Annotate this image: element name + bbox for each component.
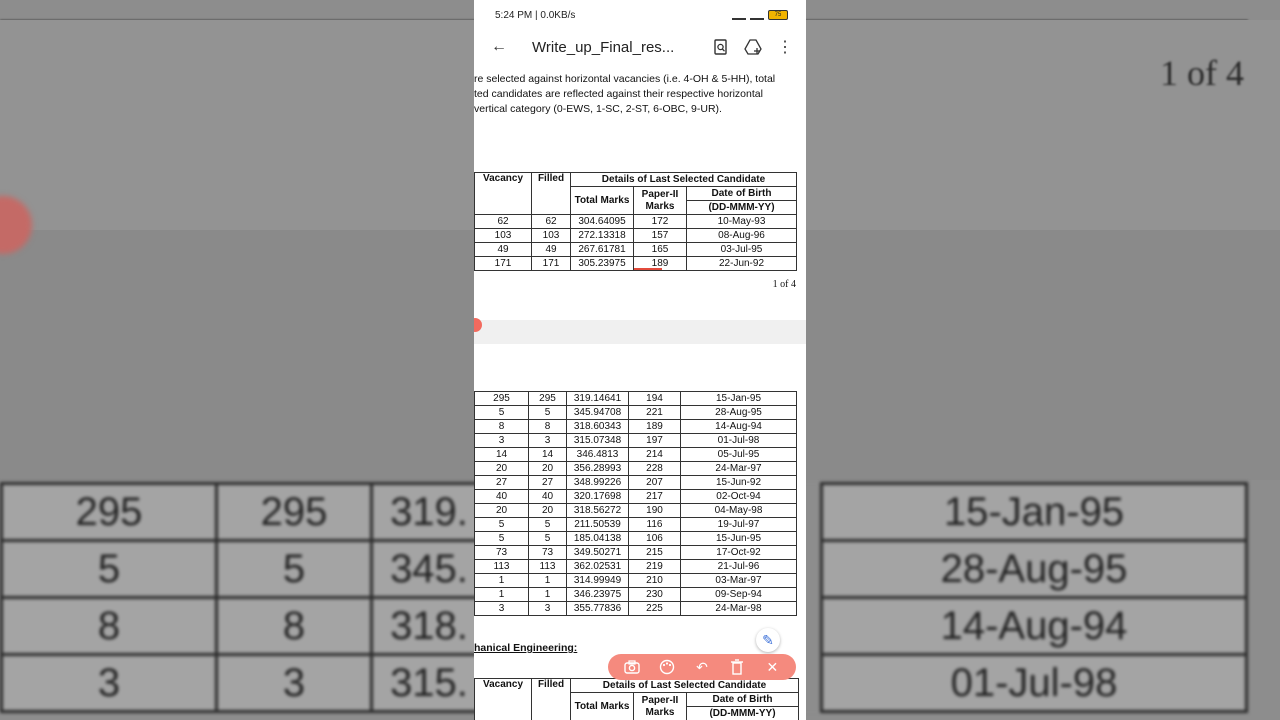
table-cell: 1 (529, 588, 567, 602)
table-cell: 20 (529, 504, 567, 518)
table-cell: 165 (634, 243, 687, 257)
palette-icon[interactable] (656, 656, 678, 678)
table2-row (475, 532, 797, 546)
results-table-2 (474, 391, 797, 616)
table-cell: 211.50539 (567, 518, 629, 532)
add-to-drive-icon[interactable] (742, 36, 764, 58)
delete-icon[interactable] (726, 656, 748, 678)
table2-row (475, 434, 797, 448)
table-cell: 28-Aug-95 (681, 406, 797, 420)
table-cell: 5 (475, 518, 529, 532)
camera-icon[interactable] (621, 656, 643, 678)
table-cell: 189 (634, 257, 687, 271)
search-doc-icon[interactable] (710, 36, 732, 58)
table-cell: 15-Jun-92 (681, 476, 797, 490)
header-filled: Filled (532, 679, 571, 720)
status-bar (474, 0, 806, 30)
table-cell: 03-Jul-95 (687, 243, 797, 257)
pen-icon[interactable]: ✎ (756, 628, 780, 652)
table-cell: 3 (529, 434, 567, 448)
table-cell: 355.77836 (567, 602, 629, 616)
table-cell: 1 (475, 588, 529, 602)
signal-icon-2 (750, 10, 764, 20)
table-cell: 21-Jul-96 (681, 560, 797, 574)
table-cell: 22-Jun-92 (687, 257, 797, 271)
table-cell: 157 (634, 229, 687, 243)
table-cell: 49 (475, 243, 532, 257)
header-dob-format: (DD-MMM-YY) (687, 201, 797, 215)
bg-table-cell: 318. (372, 598, 487, 655)
table-cell: 356.28993 (567, 462, 629, 476)
bg-table-cell: 345. (372, 541, 487, 598)
table2-row (475, 462, 797, 476)
table-cell: 225 (629, 602, 681, 616)
bg-table-cell: 15-Jan-95 (822, 484, 1247, 541)
table-cell: 04-May-98 (681, 504, 797, 518)
table-cell: 5 (529, 406, 567, 420)
table-cell: 40 (529, 490, 567, 504)
status-icons (732, 10, 788, 20)
table-cell: 3 (475, 434, 529, 448)
table-cell: 113 (475, 560, 529, 574)
table-cell: 215 (629, 546, 681, 560)
table-cell: 113 (529, 560, 567, 574)
table2-row (475, 504, 797, 518)
header-paper-marks: Paper-II Marks (634, 187, 687, 215)
table-cell: 40 (475, 490, 529, 504)
table-cell: 318.60343 (567, 420, 629, 434)
table-cell: 272.13318 (571, 229, 634, 243)
table-cell: 207 (629, 476, 681, 490)
bg-table-cell: 01-Jul-98 (822, 655, 1247, 712)
bg-table-cell: 319. (372, 484, 487, 541)
table-cell: 8 (529, 420, 567, 434)
battery-icon: 75 (768, 10, 788, 20)
page-indicator: 1 of 4 (772, 279, 796, 290)
table-cell: 20 (529, 462, 567, 476)
table-cell: 319.14641 (567, 392, 629, 406)
table-cell: 3 (529, 602, 567, 616)
bg-table-cell: 14-Aug-94 (822, 598, 1247, 655)
back-arrow-icon[interactable]: ← (491, 38, 507, 55)
table-cell: 14 (475, 448, 529, 462)
table-cell: 346.23975 (567, 588, 629, 602)
table-cell: 171 (475, 257, 532, 271)
header-dob: Date of Birth (687, 187, 797, 201)
annotation-underline (634, 268, 662, 270)
table-cell: 15-Jan-95 (681, 392, 797, 406)
table-cell: 314.99949 (567, 574, 629, 588)
table-cell: 01-Jul-98 (681, 434, 797, 448)
signal-icon (732, 10, 746, 20)
table-cell: 03-Mar-97 (681, 574, 797, 588)
table-cell: 27 (475, 476, 529, 490)
bg-table-cell: 295 (2, 484, 217, 541)
table-cell: 230 (629, 588, 681, 602)
table-cell: 106 (629, 532, 681, 546)
phone-screen (474, 0, 806, 720)
section-heading: hanical Engineering: (474, 642, 578, 654)
table-cell: 348.99226 (567, 476, 629, 490)
header-total-marks: Total Marks (571, 693, 634, 720)
table2-row (475, 392, 797, 406)
table1-row (475, 215, 797, 229)
table-cell: 116 (629, 518, 681, 532)
bg-table-cell: 295 (217, 484, 372, 541)
table-cell: 214 (629, 448, 681, 462)
table-cell: 27 (529, 476, 567, 490)
bg-table-cell: 5 (2, 541, 217, 598)
table-cell: 24-Mar-97 (681, 462, 797, 476)
table-cell: 1 (529, 574, 567, 588)
header-details: Details of Last Selected Candidate (571, 679, 799, 693)
table-cell: 73 (529, 546, 567, 560)
table-cell: 05-Jul-95 (681, 448, 797, 462)
table-cell: 09-Sep-94 (681, 588, 797, 602)
table-cell: 5 (529, 518, 567, 532)
table-cell: 185.04138 (567, 532, 629, 546)
table-cell: 5 (529, 532, 567, 546)
table2-row (475, 490, 797, 504)
table-cell: 62 (475, 215, 532, 229)
table-cell: 320.17698 (567, 490, 629, 504)
table-cell: 08-Aug-96 (687, 229, 797, 243)
paragraph-line: ted candidates are reflected against their respective horizontal (474, 88, 763, 100)
status-time: 5:24 PM | 0.0KB/s (495, 9, 576, 21)
header-details: Details of Last Selected Candidate (571, 173, 797, 187)
table-cell: 304.64095 (571, 215, 634, 229)
table-cell: 189 (629, 420, 681, 434)
table-cell: 19-Jul-97 (681, 518, 797, 532)
results-table-1 (474, 172, 797, 271)
bg-table-cell: 28-Aug-95 (822, 541, 1247, 598)
table-cell: 267.61781 (571, 243, 634, 257)
table-cell: 5 (475, 532, 529, 546)
table2-row (475, 588, 797, 602)
header-vacancy: Vacancy (475, 173, 532, 215)
bg-table-cell: 5 (217, 541, 372, 598)
table-cell: 15-Jun-95 (681, 532, 797, 546)
table2-row (475, 546, 797, 560)
table-cell: 295 (475, 392, 529, 406)
table-cell: 228 (629, 462, 681, 476)
header-paper-marks: Paper-II Marks (634, 693, 687, 720)
table-cell: 194 (629, 392, 681, 406)
table-cell: 197 (629, 434, 681, 448)
table-cell: 190 (629, 504, 681, 518)
table-cell: 8 (475, 420, 529, 434)
table-cell: 14-Aug-94 (681, 420, 797, 434)
intro-paragraph (474, 72, 796, 117)
results-table-3 (474, 678, 799, 720)
table-cell: 20 (475, 462, 529, 476)
close-icon[interactable]: ✕ (766, 658, 779, 675)
table-cell: 219 (629, 560, 681, 574)
table-cell: 346.4813 (567, 448, 629, 462)
table-cell: 172 (634, 215, 687, 229)
table1-row (475, 229, 797, 243)
table-cell: 5 (475, 406, 529, 420)
header-filled: Filled (532, 173, 571, 215)
bg-table-cell: 3 (217, 655, 372, 712)
page-gap (474, 320, 806, 344)
table2-row (475, 448, 797, 462)
table-cell: 103 (532, 229, 571, 243)
table-cell: 318.56272 (567, 504, 629, 518)
table-cell: 295 (529, 392, 567, 406)
table-cell: 17-Oct-92 (681, 546, 797, 560)
header-vacancy: Vacancy (475, 679, 532, 720)
table-cell: 49 (532, 243, 571, 257)
table-cell: 73 (475, 546, 529, 560)
table2-row (475, 560, 797, 574)
header-dob: Date of Birth (687, 693, 799, 707)
table-cell: 1 (475, 574, 529, 588)
table-cell: 345.94708 (567, 406, 629, 420)
table-cell: 103 (475, 229, 532, 243)
table1-row (475, 243, 797, 257)
bg-table-cell: 8 (217, 598, 372, 655)
app-bar (474, 30, 806, 64)
table-cell: 24-Mar-98 (681, 602, 797, 616)
table-cell: 20 (475, 504, 529, 518)
table-cell: 14 (529, 448, 567, 462)
bg-page-indicator: 1 of 4 (1160, 53, 1244, 93)
pdf-page[interactable] (474, 66, 806, 720)
paragraph-line: re selected against horizontal vacancies (i.e. 4-OH & 5-HH), total (474, 73, 776, 85)
annotation-toolbar (608, 654, 796, 680)
table-cell: 62 (532, 215, 571, 229)
table2-row (475, 476, 797, 490)
undo-icon[interactable]: ↶ (696, 658, 708, 675)
paragraph-line: vertical category (0-EWS, 1-SC, 2-ST, 6-OBC, 9-UR). (474, 103, 722, 115)
table-cell: 171 (532, 257, 571, 271)
table-cell: 315.07348 (567, 434, 629, 448)
table-cell: 3 (475, 602, 529, 616)
table2-row (475, 420, 797, 434)
table2-row (475, 406, 797, 420)
table-cell: 210 (629, 574, 681, 588)
table2-row (475, 602, 797, 616)
table-cell: 02-Oct-94 (681, 490, 797, 504)
bg-table-cell: 3 (2, 655, 217, 712)
table-cell: 305.23975 (571, 257, 634, 271)
header-dob-format: (DD-MMM-YY) (687, 707, 799, 720)
table-cell: 349.50271 (567, 546, 629, 560)
table-cell: 362.02531 (567, 560, 629, 574)
header-total-marks: Total Marks (571, 187, 634, 215)
table2-row (475, 574, 797, 588)
table2-row (475, 518, 797, 532)
table-cell: 221 (629, 406, 681, 420)
bg-table-cell: 315. (372, 655, 487, 712)
table-cell: 217 (629, 490, 681, 504)
document-title: Write_up_Final_res... (532, 38, 675, 56)
table-cell: 10-May-93 (687, 215, 797, 229)
more-vert-icon[interactable]: ⋮ (777, 39, 793, 56)
bg-table-cell: 8 (2, 598, 217, 655)
